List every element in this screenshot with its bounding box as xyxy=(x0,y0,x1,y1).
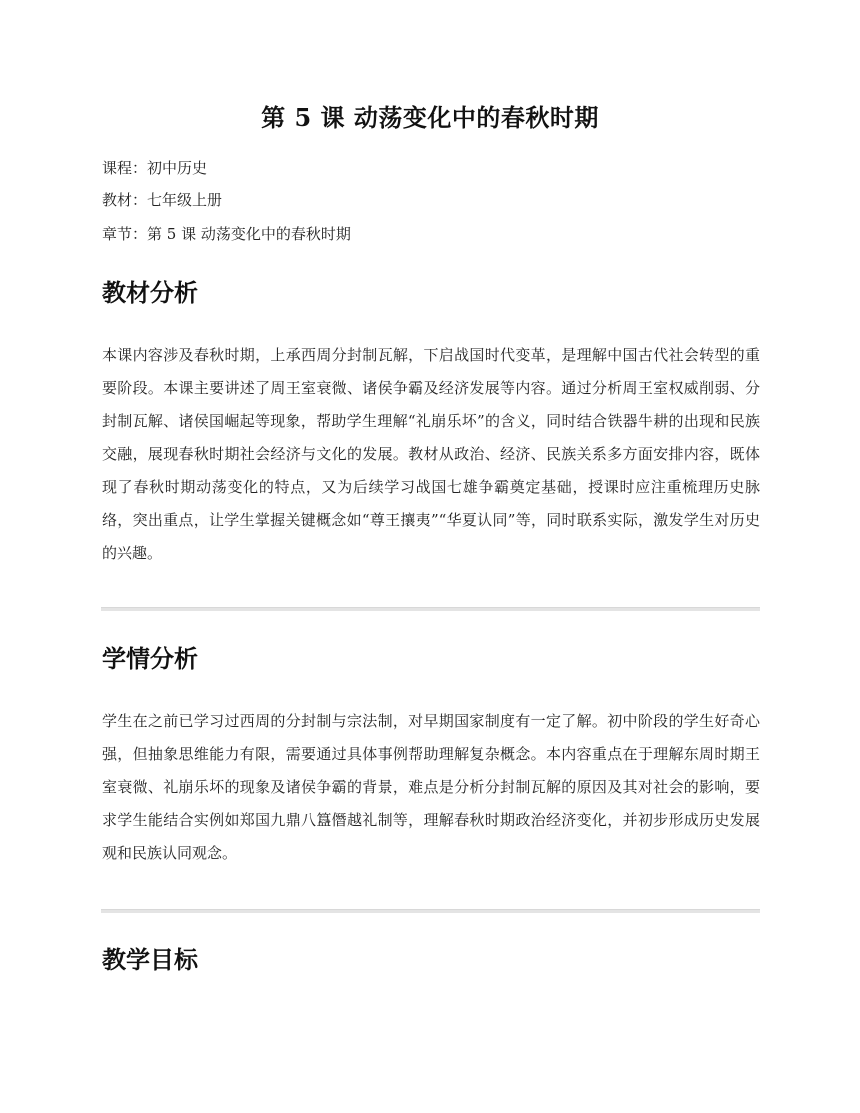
section-heading-learner-analysis: 学情分析 xyxy=(102,645,198,673)
meta-course: 课程：初中历史 xyxy=(102,159,208,177)
section-heading-teaching-goals: 教学目标 xyxy=(102,946,198,974)
section-heading-textbook-analysis: 教材分析 xyxy=(102,279,198,307)
section-body-learner-analysis: 学生在之前已学习过西周的分封制与宗法制，对早期国家制度有一定了解。初中阶段的学生好奇心强，但抽象思维能力有限，需要通过具体事例帮助理解复杂概念。本内容重点在于理解东周时期王室衰微、礼崩乐坏的现象及诸侯争霸的背景，难点是分析分封制瓦解的原因及其对社会的影响，要求学生能结合实例如郑国九鼎八簋僭越礼制等，理解春秋时期政治经济变化，并初步形成历史发展观和民族认同观念。 xyxy=(102,712,760,862)
meta-textbook: 教材：七年级上册 xyxy=(102,191,223,209)
section-divider xyxy=(101,909,760,913)
section-divider xyxy=(101,607,760,611)
meta-chapter: 章节：第 5 课 动荡变化中的春秋时期 xyxy=(102,225,351,243)
document-title: 第 5 课 动荡变化中的春秋时期 xyxy=(261,103,599,132)
section-body-textbook-analysis: 本课内容涉及春秋时期，上承西周分封制瓦解，下启战国时代变革，是理解中国古代社会转型的重要阶段。本课主要讲述了周王室衰微、诸侯争霸及经济发展等内容。通过分析周王室权威削弱、分封制瓦解、诸侯国崛起等现象，帮助学生理解“礼崩乐坏”的含义，同时结合铁器牛耕的出现和民族交融，展现春秋时期社会经济与文化的发展。教材从政治、经济、民族关系多方面安排内容，既体现了春秋时期动荡变化的特点，又为后续学习战国七雄争霸奠定基础，授课时应注重梳理历史脉络，突出重点，让学生掌握关键概念如“尊王攘夷”“华夏认同”等，同时联系实际，激发学生对历史的兴趣。 xyxy=(102,346,760,562)
